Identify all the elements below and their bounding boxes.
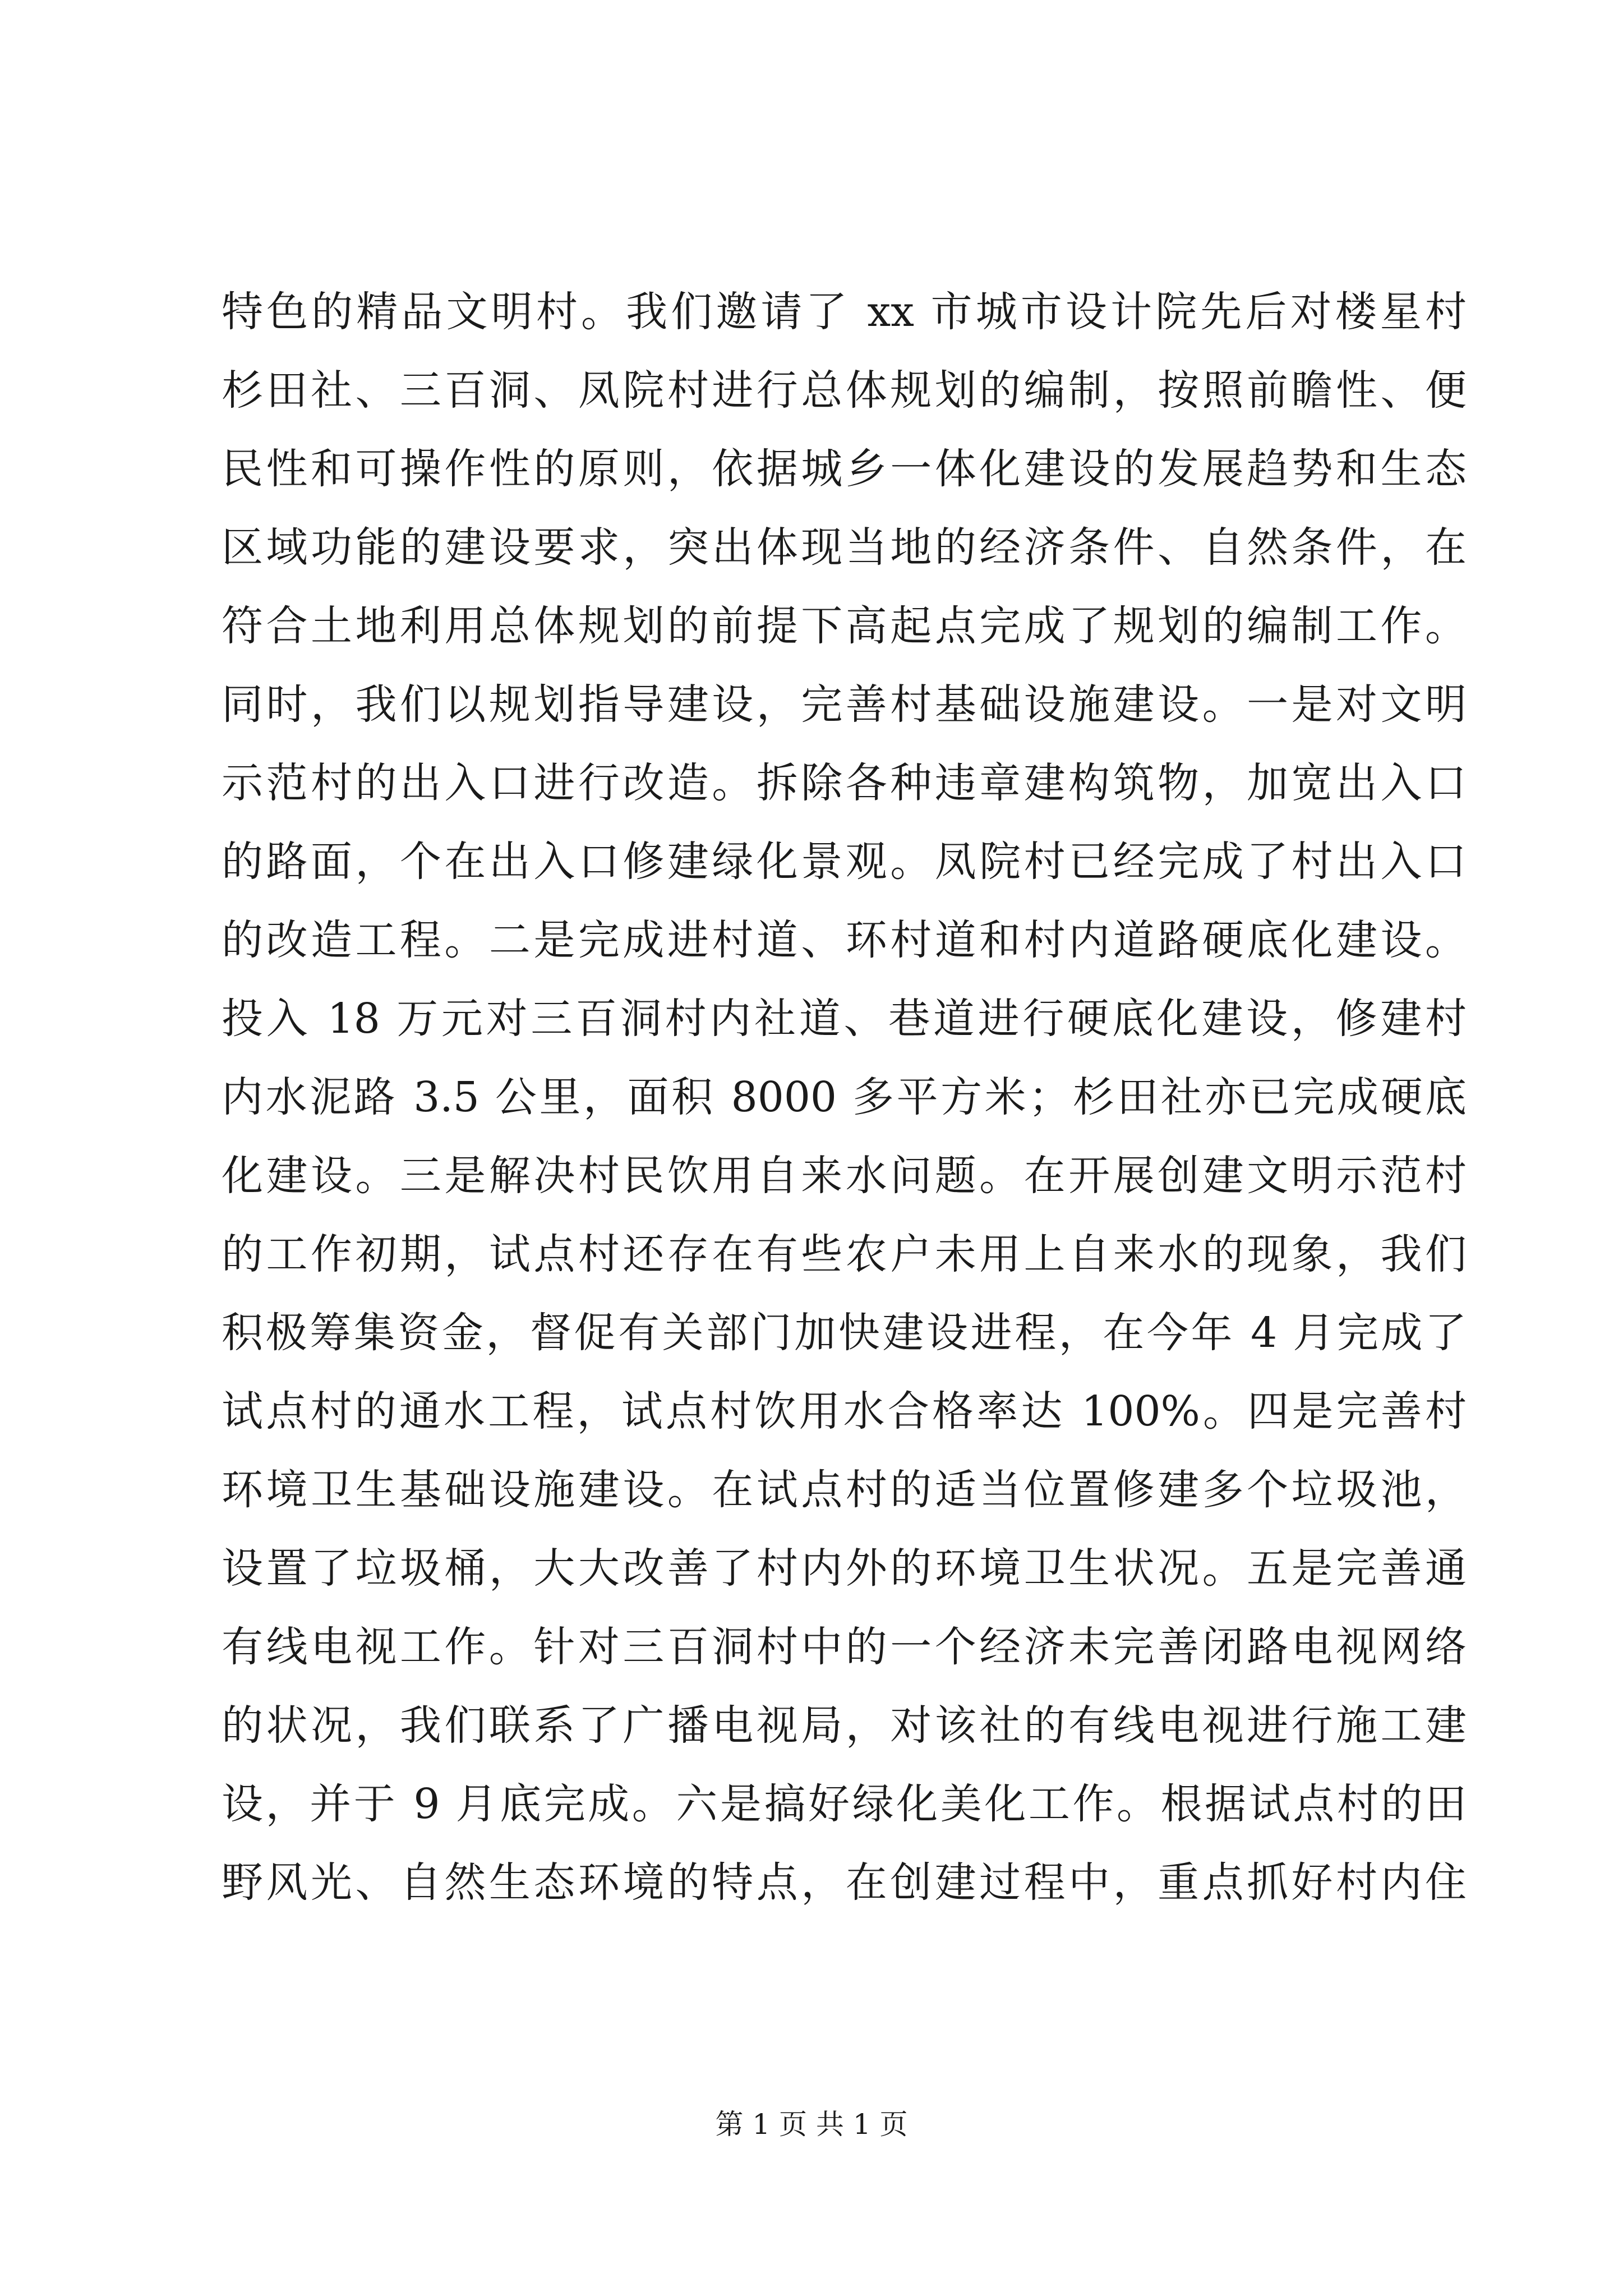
text-line: 设，并于 9 月底完成。六是搞好绿化美化工作。根据试点村的田 — [222, 1780, 1467, 1828]
text-line: 民性和可操作性的原则，依据城乡一体化建设的发展趋势和生态 — [222, 445, 1467, 493]
text-line: 试点村的通水工程，试点村饮用水合格率达 100%。四是完善村 — [222, 1387, 1467, 1435]
text-line: 杉田社、三百洞、凤院村进行总体规划的编制，按照前瞻性、便 — [222, 366, 1467, 415]
text-line: 积极筹集资金，督促有关部门加快建设进程，在今年 4 月完成了 — [222, 1309, 1467, 1357]
text-line: 同时，我们以规划指导建设，完善村基础设施建设。一是对文明 — [222, 680, 1467, 729]
text-line: 投入 18 万元对三百洞村内社道、巷道进行硬底化建设，修建村 — [222, 995, 1467, 1043]
text-line: 的状况，我们联系了广播电视局，对该社的有线电视进行施工建 — [222, 1701, 1467, 1750]
text-line: 示范村的出入口进行改造。拆除各种违章建构筑物，加宽出入口 — [222, 759, 1467, 807]
text-line: 环境卫生基础设施建设。在试点村的适当位置修建多个垃圾池， — [222, 1466, 1467, 1514]
text-line: 符合土地利用总体规划的前提下高起点完成了规划的编制工作。 — [222, 602, 1467, 650]
text-line: 的改造工程。二是完成进村道、环村道和村内道路硬底化建设。 — [222, 916, 1467, 964]
body-text — [222, 273, 1467, 1922]
text-line: 特色的精品文明村。我们邀请了 xx 市城市设计院先后对楼星村 — [222, 288, 1467, 336]
text-line: 设置了垃圾桶，大大改善了村内外的环境卫生状况。五是完善通 — [222, 1544, 1467, 1593]
text-line: 化建设。三是解决村民饮用自来水问题。在开展创建文明示范村 — [222, 1152, 1467, 1200]
text-line: 野风光、自然生态环境的特点，在创建过程中，重点抓好村内住 — [222, 1858, 1467, 1907]
text-line: 内水泥路 3.5 公里，面积 8000 多平方米；杉田社亦已完成硬底 — [222, 1073, 1467, 1121]
text-line: 有线电视工作。针对三百洞村中的一个经济未完善闭路电视网络 — [222, 1623, 1467, 1671]
text-line: 的工作初期，试点村还存在有些农户未用上自来水的现象，我们 — [222, 1230, 1467, 1278]
text-line: 的路面，个在出入口修建绿化景观。凤院村已经完成了村出入口 — [222, 838, 1467, 886]
text-line: 区域功能的建设要求，突出体现当地的经济条件、自然条件，在 — [222, 523, 1467, 572]
page-footer: 第 1 页 共 1 页 — [715, 2108, 908, 2141]
